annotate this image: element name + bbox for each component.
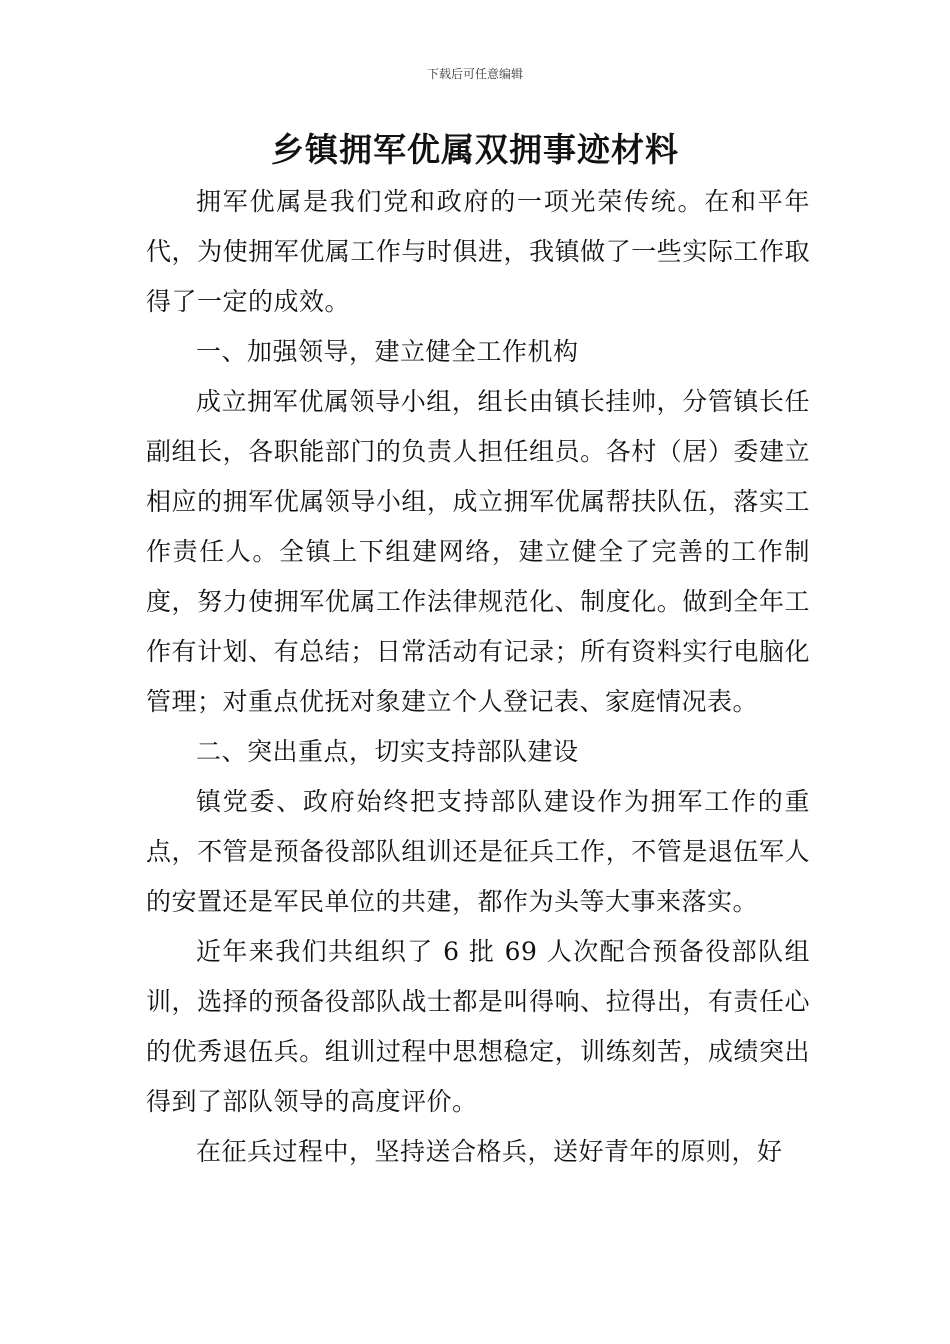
section-heading-2: 二、突出重点，切实支持部队建设 — [196, 737, 579, 766]
header-note: 下载后可任意编辑 — [426, 67, 523, 81]
paragraph-leadership: 成立拥军优属领导小组，组长由镇长挂帅，分管镇长任副组长，各职能部门的负责人担任组员。各村（居）委建立相应的拥军优属领导小组，成立拥军优属帮扶队伍，落实工作责任人。全镇上下组建网络，建立健全了完善的工作制度，努力使拥军优属工作法律规范化、制度化。做到全年工作有计划、有总结；日常活动有记录；所有资料实行电脑化管理；对重点优抚对象建立个人登记表、家庭情况表。 — [146, 387, 810, 716]
paragraph-reserve-training: 近年来我们共组织了 6 批 69 人次配合预备役部队组训，选择的预备役部队战士都是叫得响、拉得出，有责任心的优秀退伍兵。组训过程中思想稳定，训练刻苦，成绩突出得到了部队领导的高度评价。 — [146, 937, 810, 1116]
section-heading-1: 一、加强领导，建立健全工作机构 — [196, 337, 579, 366]
paragraph-conscription: 在征兵过程中，坚持送合格兵，送好青年的原则，好 — [196, 1137, 783, 1166]
document-title: 乡镇拥军优属双拥事迹材料 — [271, 130, 679, 169]
document-body — [146, 177, 810, 1177]
paragraph-army-support: 镇党委、政府始终把支持部队建设作为拥军工作的重点，不管是预备役部队组训还是征兵工作，不管是退伍军人的安置还是军民单位的共建，都作为头等大事来落实。 — [146, 787, 810, 916]
paragraph-intro: 拥军优属是我们党和政府的一项光荣传统。在和平年代，为使拥军优属工作与时俱进，我镇做了一些实际工作取得了一定的成效。 — [146, 187, 810, 316]
